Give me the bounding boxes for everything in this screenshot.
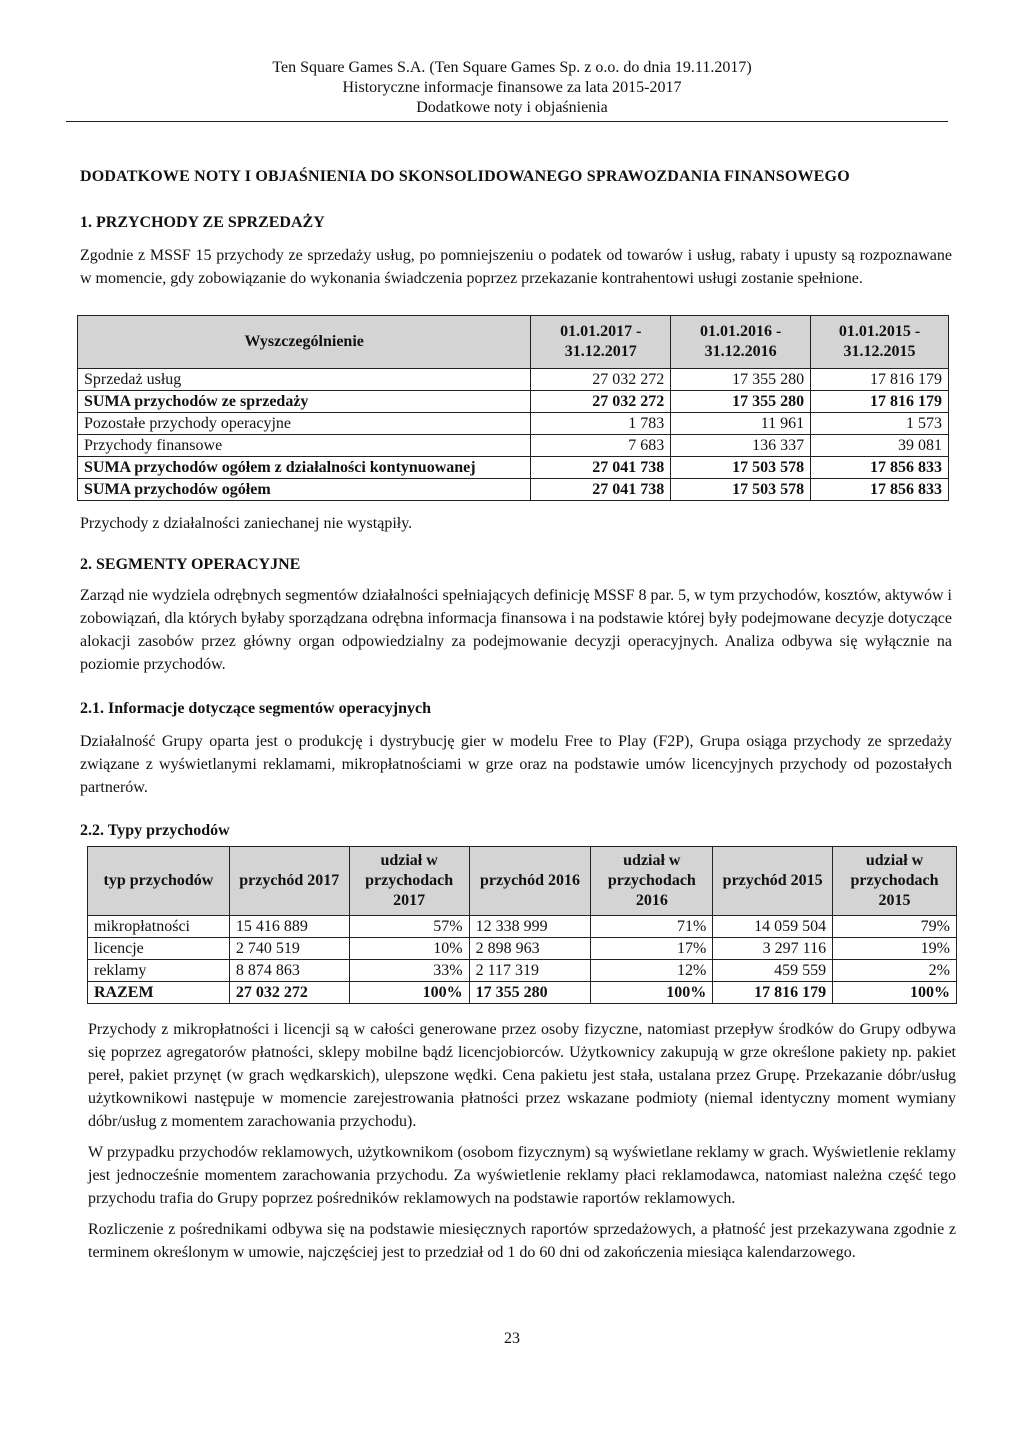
section-1-heading: 1. PRZYCHODY ZE SPRZEDAŻY <box>80 214 325 231</box>
section-2-1-paragraph-block <box>80 730 952 799</box>
col-header-share-2015: udział w przychodach 2015 <box>833 847 957 916</box>
section-1-paragraph-block <box>80 244 952 290</box>
section-2-2-paragraph-1: Przychody z mikropłatności i licencji są w całości generowane przez osoby fizyczne, natomiast przepływ środków do Grupy odbywa się poprzez agregatorów płatności, sklepy mobilne bądź licencjobiorców. Użytkownicy zakupują w grze określone pakiety np. pakiet pereł, pakiet przynęt (w grach wędkarskich), ulepszone wędki. Cena pakietu jest stała, ustalana przez Grupę. Przekazanie dóbr/usług użytkownikowi następuje w momencie zarejestrowania płatności przez wskazane podmioty (niemal identyczny moment wymiany dóbr/usług z momentem zarachowania przychodu). <box>88 1021 956 1130</box>
revenue-types-header <box>88 847 957 916</box>
col-header-share-2017: udział w przychodach 2017 <box>349 847 469 916</box>
section-2-1-heading: 2.1. Informacje dotyczące segmentów operacyjnych <box>80 700 432 717</box>
col-header-2016: 01.01.2016 - 31.12.2016 <box>671 316 811 369</box>
header-subtitle-line: Historyczne informacje finansowe za lata 2015-2017 <box>342 79 682 96</box>
section-2-paragraph: Zarząd nie wydziela odrębnych segmentów działalności spełniających definicję MSSF 8 par. 5, w tym przychodów, kosztów, aktywów i zobowiązań, dla których byłaby sporządzana odrębna informacja finansowa i na podstawie której były podejmowane decyzje dotyczące alokacji zasobów przez główny organ odpowiedzialny za podejmowanie decyzji operacyjnych. Analiza odbywa się wyłącznie na poziomie przychodów. <box>80 587 952 673</box>
table-row: licencje 2 740 519 10% 2 898 963 17% 3 297 116 19% <box>88 938 957 960</box>
section-2-2-paragraphs <box>88 1018 956 1264</box>
col-header-rev-2015: przychód 2015 <box>713 847 833 916</box>
header-company-line: Ten Square Games S.A. (Ten Square Games Sp. z o.o. do dnia 19.11.2017) <box>272 59 752 76</box>
col-header-2017: 01.01.2017 - 31.12.2017 <box>531 316 671 369</box>
col-header-rev-2017: przychód 2017 <box>229 847 349 916</box>
table-row: SUMA przychodów ogółem z działalności kontynuowanej 27 041 738 17 503 578 17 856 833 <box>78 457 949 479</box>
table-row: RAZEM 27 032 272 100% 17 355 280 100% 17 816 179 100% <box>88 982 957 1004</box>
running-header <box>0 58 1024 118</box>
section-2-heading: 2. SEGMENTY OPERACYJNE <box>80 556 301 573</box>
discontinued-note: Przychody z działalności zaniechanej nie wystąpiły. <box>80 515 413 532</box>
table-row: reklamy 8 874 863 33% 2 117 319 12% 459 559 2% <box>88 960 957 982</box>
table-row: mikropłatności 15 416 889 57% 12 338 999 71% 14 059 504 79% <box>88 916 957 938</box>
section-2-1-paragraph: Działalność Grupy oparta jest o produkcję i dystrybucję gier w modelu Free to Play (F2P), Grupa osiąga przychody ze sprzedaży związane z wyświetlanymi reklamami, mikropłatnościami w grze oraz na podstawie umów licencyjnych przychody od pozostałych partnerów. <box>80 733 952 796</box>
section-2-2-heading: 2.2. Typy przychodów <box>80 822 230 839</box>
col-header-rev-2016: przychód 2016 <box>469 847 591 916</box>
section-2-paragraph-block <box>80 584 952 676</box>
table-row: SUMA przychodów ogółem 27 041 738 17 503 578 17 856 833 <box>78 479 949 501</box>
discontinued-note-block <box>80 512 952 535</box>
revenue-types-table <box>87 846 957 1004</box>
page-number: 23 <box>504 1330 520 1347</box>
section-2-2-paragraph-3: Rozliczenie z pośrednikami odbywa się na podstawie miesięcznych raportów sprzedażowych, a płatność jest przekazywana zgodnie z terminem określonym w umowie, najczęściej jest to przedział od 1 do 60 dni od zakończenia miesiąca kalendarzowego. <box>88 1221 956 1261</box>
col-header-2015: 01.01.2015 - 31.12.2015 <box>811 316 949 369</box>
col-header-type: typ przychodów <box>88 847 230 916</box>
col-header-share-2016: udział w przychodach 2016 <box>591 847 713 916</box>
section-2-2-paragraph-2: W przypadku przychodów reklamowych, użytkownikom (osobom fizycznym) są wyświetlane reklamy w grach. Wyświetlenie reklamy jest jednocześnie momentem zarachowania przychodu. Za wyświetlenie reklamy płaci reklamodawca, natomiast należna część tego przychodu trafia do Grupy poprzez pośredników reklamowych na podstawie raportów reklamowych. <box>88 1144 956 1207</box>
table-row: SUMA przychodów ze sprzedaży 27 032 272 17 355 280 17 816 179 <box>78 391 949 413</box>
table-row: Przychody finansowe 7 683 136 337 39 081 <box>78 435 949 457</box>
header-section-line: Dodatkowe noty i objaśnienia <box>416 99 608 116</box>
section-1-paragraph: Zgodnie z MSSF 15 przychody ze sprzedaży usług, po pomniejszeniu o podatek od towarów i usług, rabaty i upusty są rozpoznawane w momencie, gdy zobowiązanie do wykonania świadczenia poprzez przekazanie kontrahentowi usługi zostanie spełnione. <box>80 247 952 287</box>
col-header-description: Wyszczególnienie <box>78 316 531 369</box>
header-divider <box>66 121 948 122</box>
table-row: Pozostałe przychody operacyjne 1 783 11 961 1 573 <box>78 413 949 435</box>
table-row: Sprzedaż usług 27 032 272 17 355 280 17 816 179 <box>78 369 949 391</box>
revenue-table-header <box>78 316 949 369</box>
main-title: DODATKOWE NOTY I OBJAŚNIENIA DO SKONSOLIDOWANEGO SPRAWOZDANIA FINANSOWEGO <box>80 168 850 185</box>
revenue-table <box>77 315 949 501</box>
